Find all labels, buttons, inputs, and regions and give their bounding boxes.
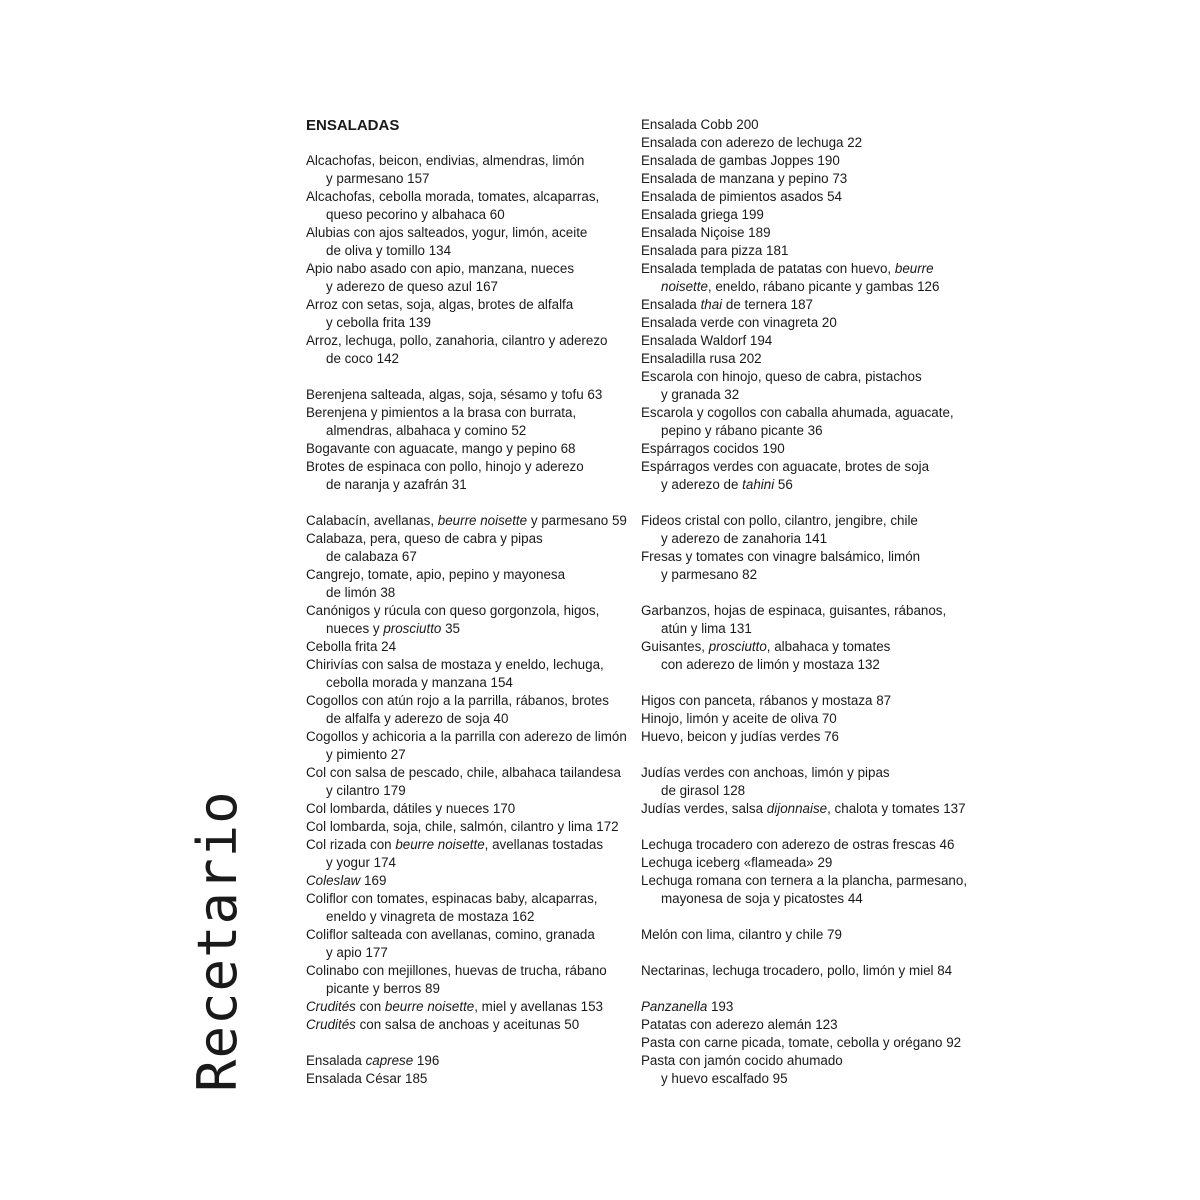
index-entry-line: Escarola con hinojo, queso de cabra, pistachos — [641, 369, 922, 384]
index-entry-line: Apio nabo asado con apio, manzana, nueces — [306, 261, 575, 276]
index-entry-line: Cogollos con atún rojo a la parrilla, rábanos, brotes — [306, 693, 609, 708]
index-entry-line: Calabacín, avellanas, beurre noisette y parmesano 59 — [306, 513, 627, 528]
letter-group — [306, 512, 626, 1034]
index-entry — [641, 854, 971, 872]
index-entry-line: Hinojo, limón y aceite de oliva 70 — [641, 711, 837, 726]
index-entry — [641, 764, 971, 800]
index-entry — [641, 800, 971, 818]
index-entry-line: Fideos cristal con pollo, cilantro, jengibre, chile — [641, 513, 918, 528]
index-entry — [641, 1052, 971, 1088]
index-entry-continuation: y huevo escalfado 95 — [661, 1071, 788, 1086]
index-entry — [641, 512, 971, 548]
index-entry-continuation: con aderezo de limón y mostaza 132 — [661, 657, 880, 672]
index-entry-line: Berenjena y pimientos a la brasa con burrata, — [306, 405, 577, 420]
index-entry — [641, 260, 971, 296]
index-entry — [641, 962, 971, 980]
index-entry-line: Ensalada para pizza 181 — [641, 243, 789, 258]
index-entry-line: Col con salsa de pescado, chile, albahaca tailandesa — [306, 765, 621, 780]
index-entry-continuation: noisette, eneldo, rábano picante y gambas 126 — [661, 279, 940, 294]
index-entry-line: Espárragos cocidos 190 — [641, 441, 785, 456]
index-entry-continuation: pepino y rábano picante 36 — [661, 423, 823, 438]
index-entry-line: Ensalada thai de ternera 187 — [641, 297, 813, 312]
index-entry — [306, 530, 626, 566]
index-entry-continuation: de naranja y azafrán 31 — [326, 477, 467, 492]
index-entry-line: Melón con lima, cilantro y chile 79 — [641, 927, 842, 942]
index-entry-continuation: de calabaza 67 — [326, 549, 417, 564]
index-entry-continuation: y parmesano 157 — [326, 171, 430, 186]
index-entry-line: Coleslaw 169 — [306, 873, 387, 888]
letter-group — [306, 152, 626, 368]
index-entry — [306, 152, 626, 188]
index-entry-line: Ensalada verde con vinagreta 20 — [641, 315, 837, 330]
index-entry — [306, 800, 626, 818]
index-entry — [641, 872, 971, 908]
index-entry-continuation: y apio 177 — [326, 945, 388, 960]
index-entry — [641, 116, 971, 134]
index-entry-line: Guisantes, prosciutto, albahaca y tomates — [641, 639, 891, 654]
index-entry — [306, 692, 626, 728]
index-entry-line: Patatas con aderezo alemán 123 — [641, 1017, 838, 1032]
index-entry-continuation: y yogur 174 — [326, 855, 396, 870]
letter-group — [641, 926, 971, 944]
index-entry-line: Canónigos y rúcula con queso gorgonzola, higos, — [306, 603, 600, 618]
index-entry — [641, 368, 971, 404]
letter-group — [641, 116, 971, 494]
letter-group — [641, 602, 971, 674]
index-entry — [306, 836, 626, 872]
index-entry-continuation: de coco 142 — [326, 351, 399, 366]
index-entry-continuation: y granada 32 — [661, 387, 740, 402]
index-entry — [641, 134, 971, 152]
index-entry-line: Ensalada de gambas Joppes 190 — [641, 153, 840, 168]
index-entry — [641, 332, 971, 350]
index-entry — [641, 206, 971, 224]
index-entry — [306, 260, 626, 296]
index-entry — [306, 188, 626, 224]
index-entry-continuation: y aderezo de queso azul 167 — [326, 279, 498, 294]
index-entry — [306, 656, 626, 692]
letter-group — [641, 692, 971, 746]
index-entry — [306, 728, 626, 764]
index-entry — [641, 188, 971, 206]
index-entry-continuation: cebolla morada y manzana 154 — [326, 675, 513, 690]
index-entry-line: Fresas y tomates con vinagre balsámico, limón — [641, 549, 921, 564]
index-entry-line: Nectarinas, lechuga trocadero, pollo, limón y miel 84 — [641, 963, 953, 978]
index-entry-line: Coliflor con tomates, espinacas baby, alcaparras, — [306, 891, 598, 906]
index-entry-line: Escarola y cogollos con caballa ahumada, aguacate, — [641, 405, 954, 420]
index-entry-line: Ensaladilla rusa 202 — [641, 351, 762, 366]
index-entry — [306, 440, 626, 458]
index-entry-line: Ensalada templada de patatas con huevo, beurre — [641, 261, 934, 276]
index-entry-line: Col lombarda, soja, chile, salmón, cilantro y lima 172 — [306, 819, 619, 834]
index-entry — [641, 296, 971, 314]
index-entry — [641, 998, 971, 1016]
index-entry — [641, 1016, 971, 1034]
index-entry-line: Espárragos verdes con aguacate, brotes de soja — [641, 459, 930, 474]
index-entry-continuation: de limón 38 — [326, 585, 396, 600]
letter-group — [641, 512, 971, 584]
index-entry — [306, 890, 626, 926]
index-entry — [306, 404, 626, 440]
index-entry — [641, 224, 971, 242]
index-entry — [641, 458, 971, 494]
index-entry — [306, 332, 626, 368]
index-entry — [306, 962, 626, 998]
index-entry-continuation: y aderezo de tahini 56 — [661, 477, 793, 492]
index-entry — [306, 926, 626, 962]
index-entry-line: Ensalada Waldorf 194 — [641, 333, 773, 348]
letter-group — [306, 1052, 626, 1088]
index-entry — [306, 296, 626, 332]
index-entry-line: Berenjena salteada, algas, soja, sésamo y tofu 63 — [306, 387, 603, 402]
index-entry — [641, 1034, 971, 1052]
index-entry-line: Ensalada Cobb 200 — [641, 117, 759, 132]
index-entry — [306, 638, 626, 656]
index-entry — [641, 710, 971, 728]
index-entry-line: Judías verdes, salsa dijonnaise, chalota y tomates 137 — [641, 801, 966, 816]
side-title: Recetario — [186, 790, 249, 1092]
index-entry-continuation: nueces y prosciutto 35 — [326, 621, 461, 636]
index-entry-continuation: picante y berros 89 — [326, 981, 440, 996]
index-entry-line: Lechuga trocadero con aderezo de ostras frescas 46 — [641, 837, 955, 852]
index-entry — [306, 602, 626, 638]
index-entry — [306, 998, 626, 1016]
index-entry — [306, 764, 626, 800]
index-entry-continuation: y parmesano 82 — [661, 567, 758, 582]
index-entry-line: Ensalada de pimientos asados 54 — [641, 189, 842, 204]
index-entry — [641, 638, 971, 674]
index-entry-line: Cogollos y achicoria a la parrilla con aderezo de limón — [306, 729, 627, 744]
index-entry — [306, 1070, 626, 1088]
index-entry — [306, 512, 626, 530]
index-entry — [641, 242, 971, 260]
index-entry-line: Higos con panceta, rábanos y mostaza 87 — [641, 693, 892, 708]
index-entry — [641, 440, 971, 458]
index-entry-line: Huevo, beicon y judías verdes 76 — [641, 729, 840, 744]
index-entry — [306, 818, 626, 836]
index-entry-line: Coliflor salteada con avellanas, comino, granada — [306, 927, 595, 942]
index-entry — [641, 170, 971, 188]
index-entry-line: Lechuga iceberg «flameada» 29 — [641, 855, 833, 870]
letter-group — [306, 386, 626, 494]
index-entry-line: Judías verdes con anchoas, limón y pipas — [641, 765, 890, 780]
index-entry-continuation: y cebolla frita 139 — [326, 315, 431, 330]
index-entry-line: Ensalada Niçoise 189 — [641, 225, 771, 240]
index-entry-continuation: y aderezo de zanahoria 141 — [661, 531, 828, 546]
index-entry-line: Cangrejo, tomate, apio, pepino y mayonesa — [306, 567, 566, 582]
index-entry — [641, 152, 971, 170]
index-entry-line: Arroz, lechuga, pollo, zanahoria, cilantro y aderezo — [306, 333, 608, 348]
index-entry — [641, 350, 971, 368]
index-entry-continuation: de girasol 128 — [661, 783, 746, 798]
index-entry — [306, 566, 626, 602]
index-entry — [641, 836, 971, 854]
index-entry-continuation: eneldo y vinagreta de mostaza 162 — [326, 909, 535, 924]
index-entry-line: Ensalada César 185 — [306, 1071, 428, 1086]
letter-group — [641, 962, 971, 980]
index-entry — [641, 314, 971, 332]
index-entry-line: Panzanella 193 — [641, 999, 734, 1014]
index-entry-continuation: y pimiento 27 — [326, 747, 406, 762]
index-entry-line: Ensalada con aderezo de lechuga 22 — [641, 135, 863, 150]
index-entry-continuation: atún y lima 131 — [661, 621, 752, 636]
index-entry-line: Alcachofas, cebolla morada, tomates, alcaparras, — [306, 189, 600, 204]
index-entry-line: Ensalada griega 199 — [641, 207, 764, 222]
index-entry-line: Alcachofas, beicon, endivias, almendras, limón — [306, 153, 585, 168]
index-entry-line: Pasta con jamón cocido ahumado — [641, 1053, 843, 1068]
index-entry — [641, 548, 971, 584]
index-entry-line: Bogavante con aguacate, mango y pepino 68 — [306, 441, 576, 456]
index-entry-line: Col rizada con beurre noisette, avellanas tostadas — [306, 837, 604, 852]
index-entry-continuation: mayonesa de soja y picatostes 44 — [661, 891, 863, 906]
index-entry-continuation: queso pecorino y albahaca 60 — [326, 207, 505, 222]
section-heading: ENSALADAS — [306, 117, 400, 134]
index-entry-continuation: de oliva y tomillo 134 — [326, 243, 452, 258]
index-entry-line: Colinabo con mejillones, huevas de trucha, rábano — [306, 963, 607, 978]
index-entry-line: Garbanzos, hojas de espinaca, guisantes, rábanos, — [641, 603, 947, 618]
index-entry-line: Col lombarda, dátiles y nueces 170 — [306, 801, 516, 816]
index-entry — [641, 728, 971, 746]
index-entry-line: Brotes de espinaca con pollo, hinojo y aderezo — [306, 459, 584, 474]
index-entry-line: Cebolla frita 24 — [306, 639, 397, 654]
index-entry — [306, 872, 626, 890]
index-entry — [306, 458, 626, 494]
index-entry-line: Arroz con setas, soja, algas, brotes de alfalfa — [306, 297, 574, 312]
letter-group — [641, 764, 971, 818]
index-entry-line: Calabaza, pera, queso de cabra y pipas — [306, 531, 543, 546]
index-entry-line: Crudités con beurre noisette, miel y avellanas 153 — [306, 999, 604, 1014]
index-column-left — [306, 116, 626, 1106]
index-entry — [641, 926, 971, 944]
index-entry — [306, 1052, 626, 1070]
index-entry-line: Ensalada de manzana y pepino 73 — [641, 171, 848, 186]
index-entry-continuation: y cilantro 179 — [326, 783, 406, 798]
index-entry-line: Alubias con ajos salteados, yogur, limón, aceite — [306, 225, 588, 240]
index-entry-line: Lechuga romana con ternera a la plancha, parmesano, — [641, 873, 968, 888]
index-entry-continuation: de alfalfa y aderezo de soja 40 — [326, 711, 509, 726]
index-entry — [306, 386, 626, 404]
index-entry-line: Pasta con carne picada, tomate, cebolla y orégano 92 — [641, 1035, 962, 1050]
index-entry-line: Ensalada caprese 196 — [306, 1053, 440, 1068]
letter-group — [641, 836, 971, 908]
index-entry-line: Chirivías con salsa de mostaza y eneldo, lechuga, — [306, 657, 604, 672]
index-entry — [306, 224, 626, 260]
index-column-right — [641, 116, 971, 1106]
index-entry — [641, 692, 971, 710]
index-entry — [306, 1016, 626, 1034]
index-entry-line: Crudités con salsa de anchoas y aceitunas 50 — [306, 1017, 580, 1032]
index-entry-continuation: almendras, albahaca y comino 52 — [326, 423, 527, 438]
letter-group — [641, 998, 971, 1088]
index-entry — [641, 602, 971, 638]
index-entry — [641, 404, 971, 440]
